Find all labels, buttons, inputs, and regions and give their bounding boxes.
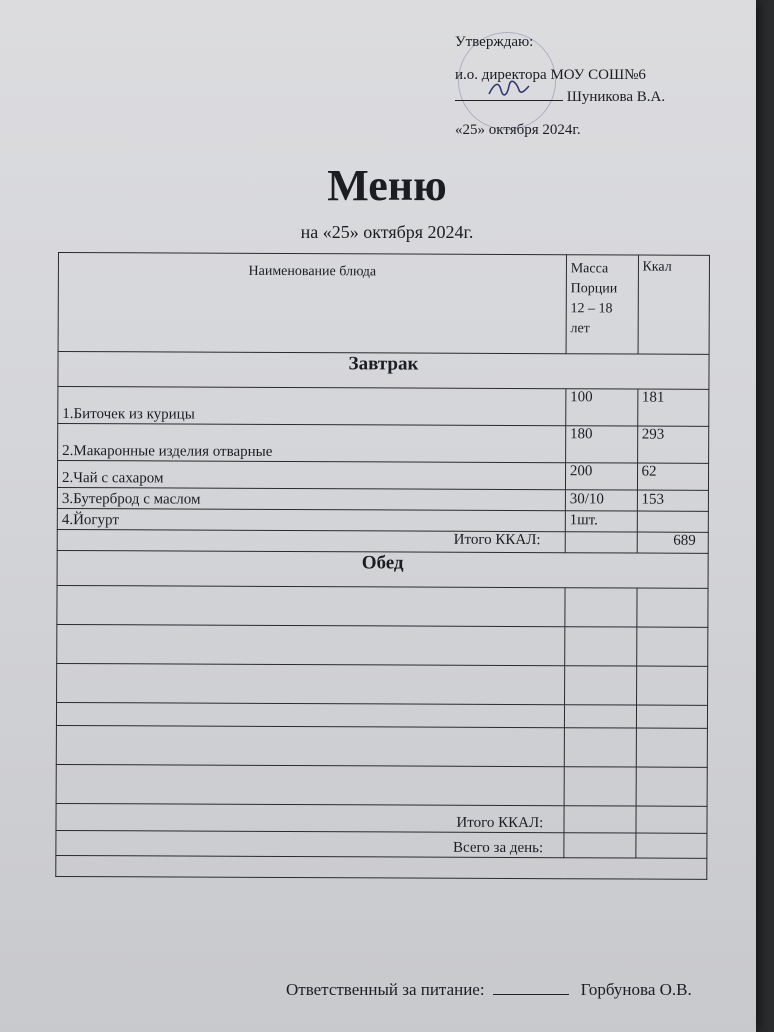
approval-director: Шуникова В.А. <box>566 89 666 105</box>
footer-label: Ответственный за питание: <box>286 980 485 999</box>
page-title: Меню <box>327 161 447 210</box>
header-kcal: Ккал <box>638 255 710 354</box>
table-header-row <box>58 253 709 355</box>
dish-name: 3.Бутерброд с маслом <box>57 487 565 510</box>
lunch-section-row <box>57 550 708 588</box>
page-subtitle: на «25» октября 2024г. <box>300 222 474 242</box>
dish-name: 4.Йогурт <box>57 508 565 531</box>
day-total-row <box>56 830 707 858</box>
table-row <box>57 624 708 666</box>
footer-responsible <box>286 980 692 1000</box>
dish-mass: 1шт. <box>565 511 637 532</box>
approval-heading: Утверждаю: <box>455 34 534 50</box>
dish-mass: 200 <box>565 463 637 490</box>
menu-table <box>55 252 710 880</box>
dish-kcal: 153 <box>637 490 709 511</box>
day-total-label: Всего за день: <box>56 830 564 857</box>
footer-person: Горбунова О.В. <box>580 980 692 999</box>
approval-block <box>455 32 665 141</box>
dish-kcal: 293 <box>637 426 709 463</box>
dish-mass: 30/10 <box>565 490 637 511</box>
table-row <box>57 461 708 491</box>
table-row <box>58 424 709 464</box>
approval-position: и.о. директора МОУ СОШ№6 <box>455 67 646 83</box>
footer-signature-blank <box>493 980 569 995</box>
breakfast-total-value: 689 <box>637 532 709 553</box>
table-row <box>56 725 707 767</box>
table-row <box>58 387 709 427</box>
table-row <box>57 508 708 532</box>
lunch-title: Обед <box>57 550 708 588</box>
breakfast-title: Завтрак <box>58 352 709 390</box>
dish-mass: 180 <box>565 426 637 463</box>
lunch-total-label: Итого ККАЛ: <box>56 803 564 832</box>
lunch-total-row <box>56 803 707 833</box>
breakfast-total-row <box>57 529 708 553</box>
table-row <box>57 487 708 511</box>
approval-signature-line <box>455 86 665 108</box>
dish-name: 1.Биточек из курицы <box>58 387 566 426</box>
table-row <box>56 702 707 728</box>
dish-name: 2.Макаронные изделия отварные <box>58 424 566 463</box>
table-row <box>56 855 707 879</box>
table-row <box>57 663 708 705</box>
signature <box>455 86 563 101</box>
dish-kcal <box>637 511 709 532</box>
table-row <box>56 764 707 806</box>
breakfast-section-row <box>58 352 709 390</box>
header-dish-name: Наименование блюда <box>58 253 566 354</box>
approval-date: «25» октября 2024г. <box>455 122 581 138</box>
dish-kcal: 62 <box>637 463 709 490</box>
dish-kcal: 181 <box>637 389 709 426</box>
dish-mass: 100 <box>566 389 638 426</box>
breakfast-total-label: Итого ККАЛ: <box>57 529 565 552</box>
header-portion-mass: Масса Порции 12 – 18 лет <box>566 255 638 354</box>
dish-name: 2.Чай с сахаром <box>57 461 565 490</box>
table-row <box>57 585 708 627</box>
